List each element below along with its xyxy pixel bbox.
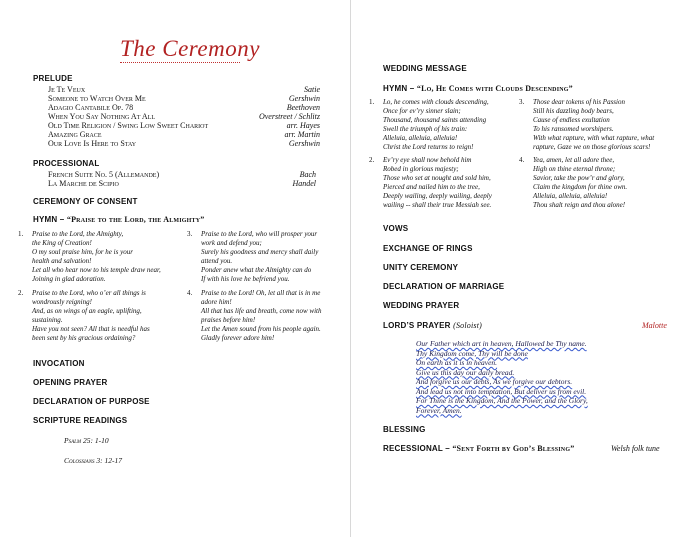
verse-line: sustaining. <box>32 316 63 324</box>
hymn2-verse <box>519 156 628 210</box>
hymn1-verse <box>18 289 150 343</box>
verse-line: O my soul praise him, for he is your <box>32 248 133 256</box>
prayer-line: And forgive us our debts, As we forgive our debtors. <box>416 377 573 386</box>
verse-line: attend you. <box>201 257 233 265</box>
hymn1-title: “Praise to the Lord, the Almighty” <box>66 215 205 224</box>
verse-line: Deeply wailing, deeply wailing, deeply <box>383 192 492 200</box>
verse-line: Once for ev’ry sinner slain; <box>383 107 461 115</box>
verse-number: 2. <box>18 289 24 297</box>
verse-line: Swell the triumph of his train: <box>383 125 468 133</box>
prayer-line: On earth as it is in heaven. <box>416 358 498 367</box>
exchange-rings-heading: EXCHANGE OF RINGS <box>383 244 473 253</box>
verse-line: Surely his goodness and mercy shall daily <box>201 248 319 256</box>
recessional-composer: Welsh folk tune <box>611 444 660 453</box>
verse-line: Thousand, thousand saints attending <box>383 116 487 124</box>
recessional-title: “Sent Forth by God’s Blessing” <box>452 444 575 453</box>
declaration-purpose-heading: DECLARATION OF PURPOSE <box>33 397 150 406</box>
wedding-message-heading: WEDDING MESSAGE <box>383 64 467 73</box>
recessional-heading <box>383 444 574 453</box>
verse-line: Alleluia, alleluia, alleluia! <box>533 192 608 200</box>
processional-heading: PROCESSIONAL <box>33 159 100 168</box>
verse-line: Ponder anew what the Almighty can do <box>201 266 312 274</box>
verse-line: Pierced and nailed him to the tree, <box>383 183 480 191</box>
verse-line: Joining in glad adoration. <box>32 275 106 283</box>
hymn2-verse <box>369 156 492 210</box>
verse-number: 1. <box>369 98 375 106</box>
verse-line: And, as on wings of an eagle, uplifting, <box>32 307 142 315</box>
verse-line: Claim the kingdom for thine own. <box>533 183 628 191</box>
verse-number: 2. <box>369 156 375 164</box>
hymn1-prefix: HYMN – <box>33 215 65 224</box>
verse-line: Praise to the Lord, who o’er all things is <box>32 289 146 297</box>
unity-heading: UNITY CEREMONY <box>383 263 459 272</box>
verse-line: Have you not seen? All that is needful has <box>32 325 150 333</box>
processional-composer: Handel <box>292 179 316 188</box>
prelude-composer: Beethoven <box>286 103 320 112</box>
verse-line: adore him! <box>201 298 232 306</box>
prelude-piece: Old Time Religion / Swing Low Sweet Chariot <box>48 121 209 130</box>
verse-line: Let the Amen sound from his people again. <box>201 325 321 333</box>
verse-line: Praise to the Lord! Oh, let all that is in me <box>201 289 321 297</box>
title-spellcheck-underline <box>120 59 240 63</box>
lords-prayer-composer: Malotte <box>642 321 667 330</box>
verse-line: Praise to the Lord, who will prosper your <box>201 230 318 238</box>
scripture-reference: Colossians 3: 12-17 <box>64 456 123 465</box>
prayer-line: Forever, Amen. <box>416 405 462 415</box>
prelude-piece: When You Say Nothing At All <box>48 112 156 121</box>
hymn2-verse <box>369 98 489 152</box>
verse-line: Praise to the Lord, the Almighty, <box>32 230 124 238</box>
verse-number: 3. <box>519 98 525 106</box>
lords-prayer-heading <box>383 321 482 330</box>
invocation-heading: INVOCATION <box>33 359 85 368</box>
lords-prayer-text <box>416 339 588 415</box>
prelude-composer: arr. Hayes <box>286 121 320 130</box>
verse-line: Gladly forever adore him! <box>201 334 275 342</box>
verse-line: Yea, amen, let all adore thee, <box>533 156 615 164</box>
verse-line: Those who set at nought and sold him, <box>383 174 491 182</box>
lords-prayer-label: LORD’S PRAYER <box>383 321 451 330</box>
verse-line: If with his love he befriend you. <box>201 275 290 283</box>
verse-number: 3. <box>187 230 193 238</box>
prelude-heading: PRELUDE <box>33 74 73 83</box>
hymn1-heading <box>33 215 204 224</box>
verse-line: wailing -- shall their true Messiah see. <box>383 201 492 209</box>
verse-line: Still his dazzling body bears, <box>533 107 614 115</box>
verse-line: Lo, he comes with clouds descending, <box>383 98 489 106</box>
verse-number: 1. <box>18 230 24 238</box>
verse-line: health and salvation! <box>32 257 92 265</box>
verse-line: High on thine eternal throne; <box>533 165 616 173</box>
scripture-heading: SCRIPTURE READINGS <box>33 416 128 425</box>
prelude-piece: Je Te Veux <box>48 85 86 94</box>
hymn2-title: “Lo, He Comes with Clouds Descending” <box>416 84 573 93</box>
hymn2-prefix: HYMN – <box>383 84 415 93</box>
prelude-composer: Overstreet / Schlitz <box>258 112 320 121</box>
soloist-note: (Soloist) <box>453 321 483 330</box>
verse-line: Those dear tokens of his Passion <box>533 98 625 106</box>
verse-line: Robed in glorious majesty; <box>383 165 459 173</box>
vows-heading: VOWS <box>383 224 409 233</box>
verse-line: To his ransomed worshipers. <box>533 125 614 133</box>
verse-line: Let all who hear now to his temple draw near, <box>32 266 161 274</box>
verse-line: Thou shalt reign and thou alone! <box>533 201 626 209</box>
verse-line: the King of Creation! <box>32 239 92 247</box>
verse-line: praises before him! <box>201 316 256 324</box>
prelude-piece: Adagio Cantabile Op. 78 <box>48 103 134 112</box>
hymn1-verse <box>187 289 322 343</box>
prelude-composer: Gershwin <box>288 94 320 103</box>
prayer-line: And lead us not into temptation, But deliver us from evil. <box>416 386 587 396</box>
verse-line: Ev’ry eye shall now behold him <box>383 156 472 164</box>
verse-line: wondrously reigning! <box>32 298 92 306</box>
verse-line: With what rapture, with what rapture, what <box>533 134 655 142</box>
processional-composer: Bach <box>299 170 316 179</box>
prelude-composer: Gershwin <box>288 139 320 148</box>
hymn1-verse <box>187 230 319 284</box>
hymn1-verse <box>18 230 161 284</box>
prayer-line: Give us this day our daily bread. <box>416 367 515 377</box>
verse-line: Alleluia, alleluia, alleluia! <box>383 134 458 142</box>
processional-piece: La Marche de Scipio <box>48 179 119 188</box>
page-title: The Ceremony <box>120 36 260 61</box>
prelude-piece: Amazing Grace <box>48 130 102 139</box>
verse-line: rapture, Gaze we on those glorious scars! <box>533 143 651 151</box>
recessional-prefix: RECESSIONAL – <box>383 444 450 453</box>
prayer-line: For Thine is the Kingdom, And the Power, and the Glory, <box>416 396 588 405</box>
verse-number: 4. <box>187 289 193 297</box>
declaration-marriage-heading: DECLARATION OF MARRIAGE <box>383 282 505 291</box>
prelude-composer: Satie <box>304 85 320 94</box>
column-divider <box>350 0 351 537</box>
hymn2-verse <box>519 98 655 152</box>
consent-heading: CEREMONY OF CONSENT <box>33 197 138 206</box>
processional-piece: French Suite No. 5 (Allemande) <box>48 170 160 179</box>
prayer-line: Our Father which art in heaven, Hallowed be Thy name. <box>416 339 587 348</box>
prayer-line: Thy Kingdom come, Thy will be done <box>416 348 528 358</box>
prelude-composer: arr. Martin <box>284 130 320 139</box>
verse-line: work and defend you; <box>201 239 262 247</box>
prelude-piece: Someone to Watch Over Me <box>48 94 146 103</box>
prelude-piece: Our Love Is Here to Stay <box>48 139 137 148</box>
blessing-heading: BLESSING <box>383 425 426 434</box>
verse-line: All that has life and breath, come now with <box>201 307 322 315</box>
verse-line: Cause of endless exultation <box>533 116 610 124</box>
verse-number: 4. <box>519 156 525 164</box>
hymn2-heading <box>383 84 573 93</box>
verse-line: Savior, take the pow’r and glory, <box>533 174 625 182</box>
wedding-prayer-heading: WEDDING PRAYER <box>383 301 460 310</box>
verse-line: been sent by his gracious ordaining? <box>32 334 136 342</box>
scripture-reference: Psalm 25: 1-10 <box>64 436 109 445</box>
verse-line: Christ the Lord returns to reign! <box>383 143 474 151</box>
opening-prayer-heading: OPENING PRAYER <box>33 378 108 387</box>
